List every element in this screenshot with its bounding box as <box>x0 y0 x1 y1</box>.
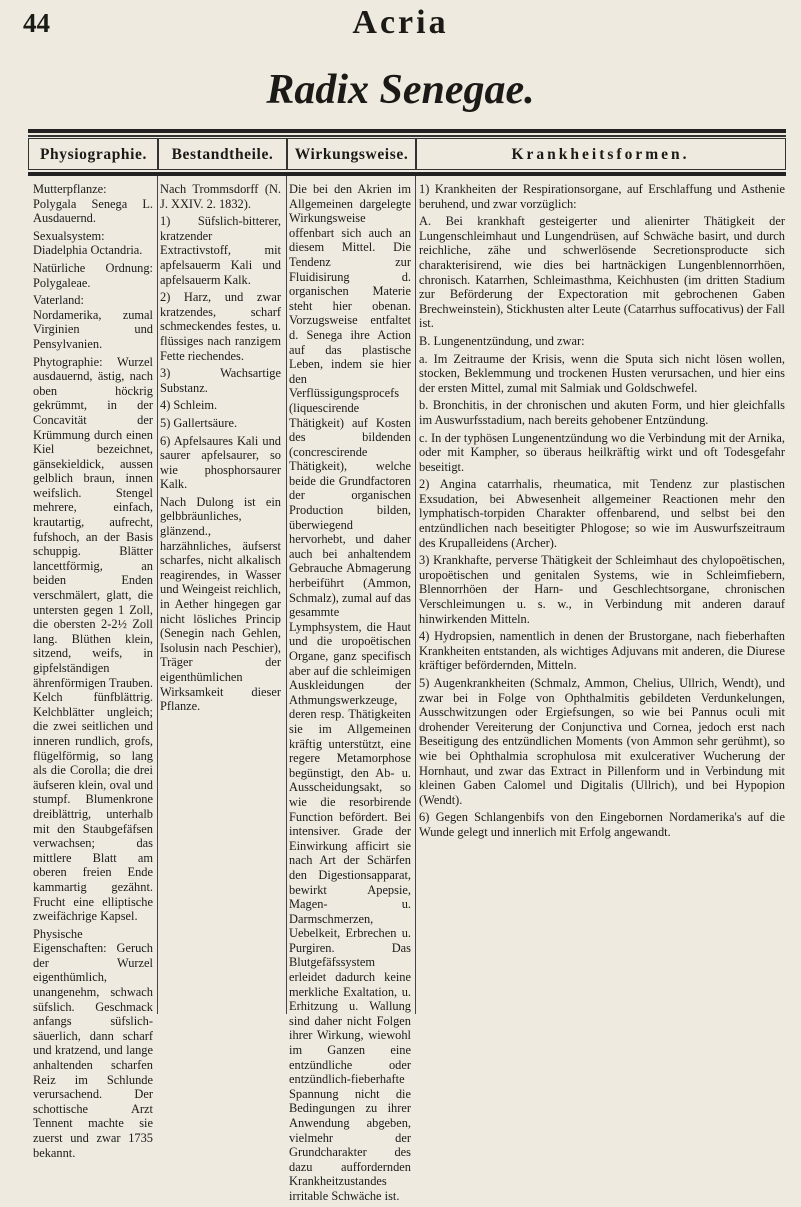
page-number: 44 <box>23 8 50 38</box>
indication-1b: B. Lungenentzündung, und zwar: <box>419 333 585 348</box>
column-divider <box>415 176 416 1014</box>
indication-1b-b: b. Bronchitis, in der chronischen und akuten Form, und hier gleichfalls im Auswurfsstadium, nach bereits gehobener Entzündung. <box>419 398 785 427</box>
indication-6: 6) Gegen Schlangenbifs von den Eingebornen Nordamerika's auf die Wunde gelegt und innerlich mit Erfolg angewandt. <box>419 810 785 839</box>
sexualsystem: Sexualsystem: Diadelphia Octandria. <box>33 228 143 258</box>
bestandtheile-column <box>160 182 281 717</box>
indication-1b-a: a. Im Zeitraume der Krisis, wenn die Sputa sich nicht lösen wollen, stocken, Beklemmung und trockenen Husten verursachen, und hier eins der ersten Mittel, zumal mit Salmiak und Goldschwefel. <box>419 351 785 395</box>
indication-1b-c: c. In der typhösen Lungenentzündung wo die Verbindung mit der Arnika, oder mit Kampher, so überaus heilkräftig wirkt und oft Todesgefahr beseitigt. <box>419 430 785 474</box>
column-head-bestandtheile: Bestandtheile. <box>157 138 288 170</box>
top-rule <box>28 129 786 133</box>
constituent-1: 1) Süfslich-bitterer, kratzender Extractivstoff, mit apfelsauerm Kali und apfelsauerm Kalk. <box>160 214 281 287</box>
column-head-physiographie: Physiographie. <box>28 138 159 170</box>
column-divider <box>157 176 158 1014</box>
dulong-note: Nach Dulong ist ein gelbbräunliches, glänzend., harzähnliches, äufserst scharfes, nicht alkalisch reagirendes, in Wasser und Weingeist reichlich, in Aether hingegen gar nicht lösliches Princip (Senegin nach Gehlen, Isolusin nach Peschier), Träger der eigenthümlichen Wirksamkeit dieser Pflanze. <box>160 494 281 714</box>
running-header: Acria <box>352 4 449 41</box>
column-head-wirkungsweise: Wirkungsweise. <box>286 138 417 170</box>
indication-2: 2) Angina catarrhalis, rheumatica, mit Tendenz zur plastischen Exsudation, bei Abwesenheit allgemeiner Reactionen mehr den lymphatisch-torpiden Charakter offenbarend, und selbst bei den entzündlichen nach beseitigter Phlogose; so wie im Auswurfszeitraum des Krupalleidens (Archer). <box>419 477 785 550</box>
top-rule-thin <box>28 135 786 137</box>
page-title: Radix Senegae. <box>266 67 535 113</box>
column-head-krankheitsformen: Krankheitsformen. <box>415 138 786 170</box>
trommsdorff-ref: Nach Trommsdorff (N. J. XXIV. 2. 1832). <box>160 182 281 211</box>
indication-4: 4) Hydropsien, namentlich in denen der Brustorgane, nach fieberhaften Krankheiten entstanden, als wichtiges Adjuvans mit anderen, die Diurese kräftiger befördernden, Mitteln. <box>419 629 785 673</box>
constituent-3: 3) Wachsartige Substanz. <box>160 366 281 395</box>
krankheitsformen-column <box>419 182 785 843</box>
mutterpflanze: Mutterpflanze: Polygala Senega L. Ausdauernd. <box>33 182 153 226</box>
wirkungsweise-text: Die bei den Akrien im Allgemeinen dargelegte Wirkungsweise offenbart sich auch an diesem Mittel. Die Tendenz zur Fluidisirung d. organischen Materie steht hier obenan. Vorzugsweise entfaltet d. Senega ihre Action auf das plastische Leben, indem sie hier den Verflüssigungsprocefs (liquescirende Thätigkeit) auf Kosten des bildenden (concrescirende Thätigkeit), welche beide die Grundfactoren der organischen Production bilden, überwiegend hervorhebt, und daher auch bei anhaltendem Gebrauche Abmagerung herbeiführt (Ammon, Schmalz), zumal auf das gesammte Lymphsystem, die Haut und die uropoëtischen Organe, ganz specifisch aber auf die schleimigen Auskleidungen der Athmungswerkzeuge, deren resp. Thätigkeiten sie im Allgemeinen kräftig unterstützt, eine regere Metamorphose begünstigt, den Ab- u. Ausscheidungsakt, so wie die resorbirende Function befördert. Bei intensiver. Grade der Einwirkung afficirt sie nach Art der Schärfen den Digestionsapparat, bewirkt Apepsie, Magen- u. Darmschmerzen, Uebelkeit, Erbrechen u. Purgiren. Das Blutgefäfssystem erleidet dadurch keine merkliche Exaltation, u. Erhitzung u. Wallung sind daher nicht Folgen ihrer Wirkung, wiewohl im Ganzen eine entzündliche oder entzündlich-fieberhafte Spannung nicht die Bedingungen zu ihrer Anwendung abgeben, vielmehr der Grundcharakter des dazu auffordernden Krankheitzustandes irritable Schwäche ist. <box>289 182 411 1203</box>
physische-eigenschaften: Physische Eigenschaften: Geruch der Wurzel eigenthümlich, unangenehm, schwach süfslich. Geschmack anfangs süfslich-säuerlich, dann scharf und kratzend, und lange anhaltenden scharfen Reiz im Schlunde verursachend. Der schottische Arzt Tennent machte sie zuerst und zwar 1735 bekannt. <box>33 926 153 1160</box>
physiographie-column <box>33 182 153 1163</box>
constituent-2: 2) Harz, und zwar kratzendes, scharf schmeckendes festes, u. flüssiges nach ranzigem Fette riechendes. <box>160 290 281 363</box>
phytographie: Phytographie: Wurzel ausdauernd, ästig, nach oben höckrig gekrümmt, in der Concavität der Krümmung durch einen Kiel bezeichnet, gänsekieldick, aussen gelblich braun, innen weifslich. Stengel mehrere, einfach, krautartig, aufrecht, fufshoch, an der Basis schuppig. Blätter lancettförmig, an beiden Enden verschmälert, glatt, die untersten gegen 1 Zoll, die obersten 2-2½ Zoll lang. Blüthen klein, sitzend, weifs, in gipfelständigen ährenförmigen Trauben. Kelch fünfblättrig. Kelchblätter ungleich; die zwei seitlichen und inneren rundlich, grofs, flügelförmig, so lang als die Corolla; die drei äufseren klein, oval und stumpf. Blumenkrone dreiblättrig, unterhalb mit den Staubgefäfsen verwachsen; das mittlere Blatt am oberen freien Ende kammartig gezähnt. Frucht eine elliptische zweifächrige Kapsel. <box>33 354 153 924</box>
vaterland: Vaterland: Nordamerika, zumal Virginien und Pensylvanien. <box>33 293 153 351</box>
constituent-6: 6) Apfelsaures Kali und saurer apfelsaurer, so wie phosphorsaurer Kalk. <box>160 433 281 492</box>
column-divider <box>286 176 287 1014</box>
header-underline <box>28 172 786 176</box>
indication-1a: A. Bei krankhaft gesteigerter und alienirter Thätigkeit der Lungenschleimhaut und Lungendrüsen, auf Schwäche basirt, und durch reichliche, zähe und schwerlösende Secretionsproducte sich charakterisirend, wie dies bei hartnäckigen Lungenblennorrhöen, chronisch. Katarrhen, Schleimasthma, Keichhusten (im dritten Stadium zur Beförderung der Expectoration mit gebrochenen Gaben Brechweinstein), Stickhusten alter Leute (Catarrhus suffocativus) der Fall ist. <box>419 214 785 331</box>
indication-1: 1) Krankheiten der Respirationsorgane, auf Erschlaffung und Asthenie beruhend, und zwar vorzüglich: <box>419 182 785 211</box>
wirkungsweise-column <box>289 182 411 1207</box>
constituent-5: 5) Gallertsäure. <box>160 415 238 430</box>
indication-5: 5) Augenkrankheiten (Schmalz, Ammon, Chelius, Ullrich, Wendt), und zwar bei in Folge von Ophthalmitis gebildeten Verdunkelungen, Ausschwitzungen oder Ergiefsungen, so wie bei Pannus oculi mit drohender Vereiterung der Conjunctiva und Cornea, jedoch erst nach Beseitigung des entzündlichen Moments (von Ammon sehr gerühmt), so wie bei Ophthalmia scrophulosa mit exulcerativer Wucherung der Hornhaut, und zwar das Extract in Pillenform und in Verbindung mit kleinen Gaben Calomel und Digitalis (Ullrich), und bei Hypopion (Wendt). <box>419 676 785 807</box>
constituent-4: 4) Schleim. <box>160 398 218 413</box>
indication-3: 3) Krankhafte, perverse Thätigkeit der Schleimhaut des chylopoëtischen, uropoëtischen und genitalen Systems, wie in Schleimfiebern, Blennorrhöen der Harn- und Geschlechtsorgane, chronischen Verschleimungen u. s. w., in Verbindung mit anderen darauf hinwirkenden Mitteln. <box>419 553 785 626</box>
natuerliche-ordnung: Natürliche Ordnung: Polygaleae. <box>33 260 153 290</box>
